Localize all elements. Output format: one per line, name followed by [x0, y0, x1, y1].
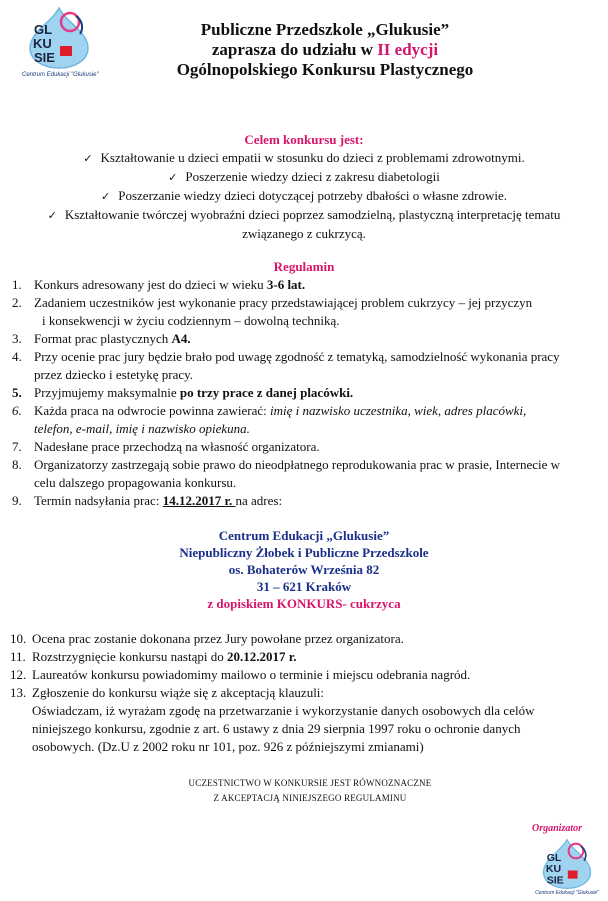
rule-item-2: [12, 294, 597, 330]
rule-number: 12.: [10, 667, 27, 682]
rule-item-10: [10, 630, 595, 648]
goal-item: [0, 149, 608, 168]
rule-number: 5.: [12, 385, 22, 400]
rule-text: Zadaniem uczestników jest wykonanie pracy przedstawiającej problem cukrzycy – jej przyczyn: [34, 295, 533, 310]
rule-item-6: [12, 402, 597, 438]
rule-text: celu dalszego propagowania konkursu.: [34, 475, 237, 490]
rule-text-italic: telefon, e-mail, imię i nazwisko opiekuna.: [34, 421, 250, 436]
goal-item: [0, 168, 608, 187]
logo-top: [22, 6, 99, 84]
goal-item: [0, 187, 608, 206]
svg-text:KU: KU: [545, 863, 562, 876]
rule-item-8: [12, 456, 597, 492]
address-line: Centrum Edukacji „Glukusie”: [218, 528, 390, 543]
deadline-date: 14.12.2017 r.: [162, 493, 236, 508]
glukusie-logo-graphic: [534, 838, 600, 890]
svg-text:GL: GL: [546, 851, 562, 864]
rule-text: na adres:: [235, 493, 283, 508]
regulamin-list-continued: [10, 630, 595, 756]
rule-text: Termin nadsyłania prac:: [34, 493, 163, 508]
address-line: 31 – 621 Kraków: [256, 579, 352, 594]
goal-text: Kształtowanie twórczej wyobraźni dzieci poprzez samodzielną, plastyczną interpretację tematu: [64, 207, 561, 222]
rule-text: Konkurs adresowany jest do dzieci w wieku: [34, 277, 267, 292]
goals-heading: Celem konkursu jest:: [244, 132, 364, 147]
rule-text: Nadesłane prace przechodzą na własność organizatora.: [34, 439, 320, 454]
check-icon: ✓: [83, 152, 93, 165]
svg-text:KU: KU: [33, 36, 52, 51]
consent-clause: niniejszego konkursu, zgodnie z art. 6 ustawy z dnia 29 sierpnia 1997 roku o ochronie danych: [32, 721, 521, 736]
rule-item-4: [12, 348, 597, 384]
check-icon: ✓: [101, 190, 111, 203]
goal-text: Poszerzenie wiedzy dzieci z zakresu diabetologii: [185, 169, 440, 184]
rule-text-italic: imię i nazwisko uczestnika, wiek, adres placówki,: [270, 403, 527, 418]
rule-item-7: [12, 438, 597, 456]
regulamin-heading: Regulamin: [273, 259, 335, 274]
rule-number: 6.: [12, 403, 22, 418]
goal-text: Kształtowanie u dzieci empatii w stosunku do dzieci z problemami zdrowotnymi.: [100, 150, 525, 165]
rule-text-bold: 3-6 lat.: [266, 277, 306, 292]
rule-text: przez dziecko i estetykę pracy.: [34, 367, 194, 382]
rule-number: 1.: [12, 277, 22, 292]
rule-item-11: [10, 648, 595, 666]
rule-number: 11.: [10, 649, 26, 664]
rule-number: 4.: [12, 349, 22, 364]
rule-number: 13.: [10, 685, 27, 700]
rule-text: Każda praca na odwrocie powinna zawierać:: [34, 403, 271, 418]
logo-caption: Centrum Edukacji "Glukusie": [22, 72, 99, 78]
regulamin-list: [12, 276, 597, 510]
edition-highlight: II edycji: [377, 40, 439, 59]
check-icon: ✓: [168, 171, 178, 184]
glukusie-logo-graphic: [22, 6, 96, 70]
svg-text:SIE: SIE: [546, 874, 564, 887]
address-line: Niepubliczny Żłobek i Publiczne Przedszkole: [179, 545, 429, 560]
page-title: [100, 20, 550, 80]
rule-text: Rozstrzygnięcie konkursu nastąpi do: [32, 649, 227, 664]
rule-text-bold: po trzy prace z danej placówki.: [179, 385, 354, 400]
address-note: z dopiskiem KONKURS- cukrzyca: [207, 596, 401, 611]
rule-number: 3.: [12, 331, 22, 346]
notice-line: UCZESTNICTWO W KONKURSIE JEST RÓWNOZNACZNE: [188, 778, 432, 788]
rule-number: 2.: [12, 295, 22, 310]
rule-item-5: [12, 384, 597, 402]
goal-text: Poszerzanie wiedzy dzieci dotyczącej potrzeby dbałości o własne zdrowie.: [118, 188, 507, 203]
rule-text: Laureatów konkursu powiadomimy mailowo o terminie i miejscu odebrania nagród.: [32, 667, 471, 682]
svg-text:SIE: SIE: [34, 50, 55, 65]
check-icon: ✓: [47, 209, 57, 222]
result-date: 20.12.2017 r.: [226, 649, 297, 664]
rule-text: Ocena prac zostanie dokonana przez Jury powołane przez organizatora.: [32, 631, 404, 646]
rule-text: i konsekwencji w życiu codziennym – dowolną techniką.: [42, 313, 340, 328]
rule-text: Przy ocenie prac jury będzie brało pod uwagę zgodność z tematyką, samodzielność wykonania pracy: [34, 349, 560, 364]
rule-item-9: [12, 492, 597, 510]
mailing-address: [0, 527, 608, 612]
goals-list: [0, 149, 608, 243]
consent-clause: Oświadczam, iż wyrażam zgodę na przetwarzanie i wykorzystanie danych osobowych dla celów: [32, 703, 535, 718]
title-line-1: Publiczne Przedszkole „Glukusie”: [200, 20, 450, 39]
rule-text: Zgłoszenie do konkursu wiąże się z akceptacją klauzuli:: [32, 685, 325, 700]
acceptance-notice: [0, 776, 608, 806]
consent-clause: osobowych. (Dz.U z 2002 roku nr 101, poz. 926 z późniejszymi zmianami): [32, 739, 424, 754]
rule-number: 8.: [12, 457, 22, 472]
organizer-label: Organizator: [532, 823, 583, 834]
rule-number: 7.: [12, 439, 22, 454]
rule-item-3: [12, 330, 597, 348]
rule-text: Przyjmujemy maksymalnie: [34, 385, 180, 400]
goal-item-continuation: [0, 225, 608, 243]
rule-item-12: [10, 666, 595, 684]
rule-number: 9.: [12, 493, 22, 508]
rule-text: Format prac plastycznych: [34, 331, 172, 346]
title-line-2: [100, 40, 550, 60]
logo-caption: Centrum Edukacji "Glukusie": [535, 890, 599, 896]
rule-number: 10.: [10, 631, 27, 646]
rule-item-1: [12, 276, 597, 294]
svg-text:GL: GL: [34, 22, 53, 37]
rule-text-bold: A4.: [171, 331, 191, 346]
goal-text: związanego z cukrzycą.: [242, 226, 366, 241]
title-line-3: Ogólnopolskiego Konkursu Plastycznego: [176, 60, 474, 79]
goal-item: [0, 206, 608, 225]
address-line: os. Bohaterów Września 82: [228, 562, 380, 577]
notice-line: Z AKCEPTACJĄ NINIEJSZEGO REGULAMINU: [213, 793, 407, 803]
rule-text: Organizatorzy zastrzegają sobie prawo do nieodpłatnego reprodukowania prac w prasie, Internecie w: [34, 457, 561, 472]
rule-item-13: [10, 684, 595, 756]
logo-organizer: [534, 838, 600, 898]
title-line-2-text: zaprasza do udziału w: [211, 40, 378, 59]
